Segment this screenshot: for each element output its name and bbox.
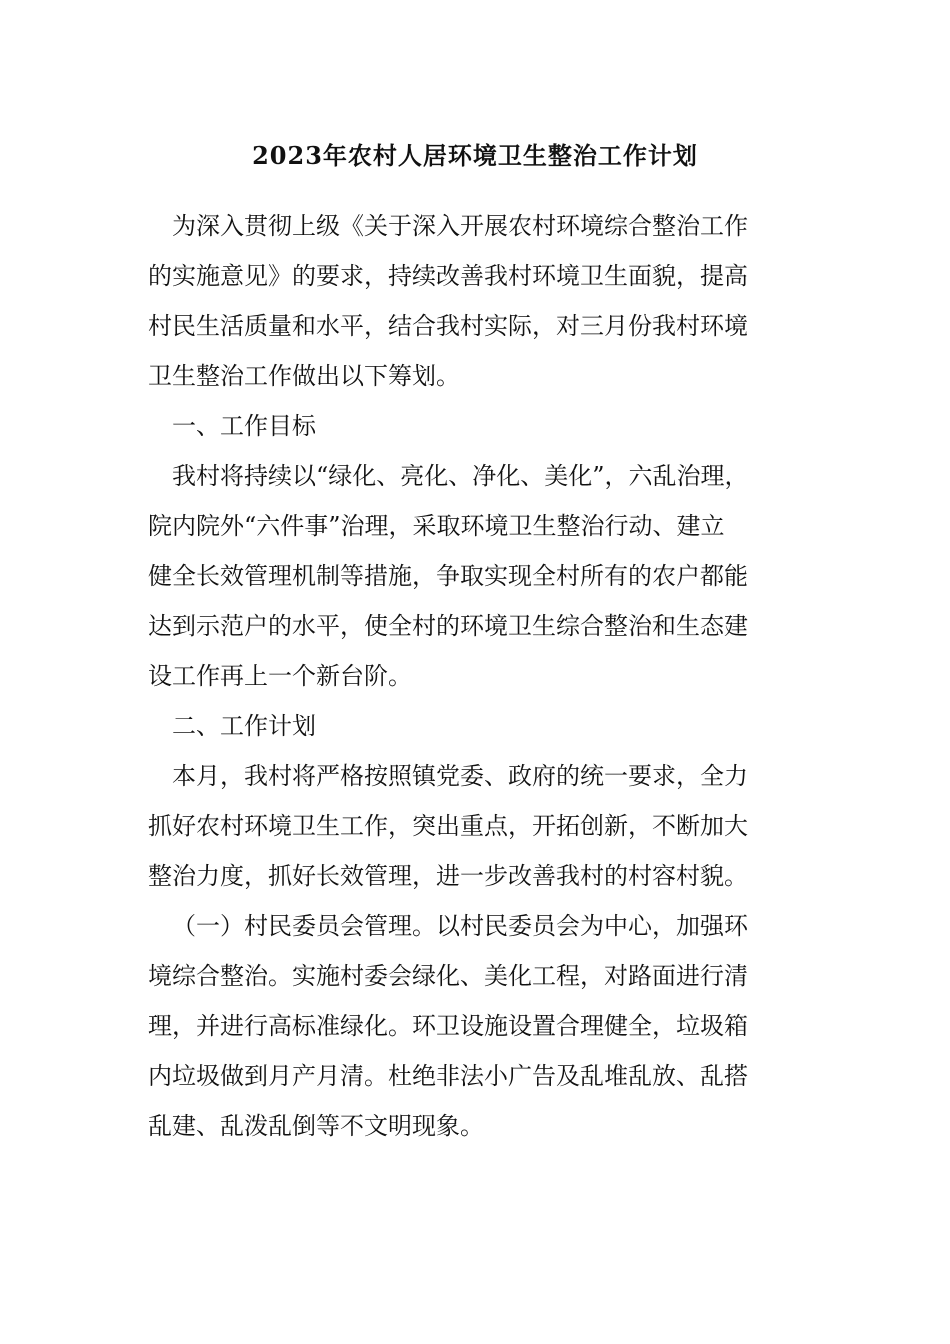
paragraph-line: 抓好农村环境卫生工作，突出重点，开拓创新，不断加大	[148, 812, 748, 840]
paragraph-line: 为深入贯彻上级《关于深入开展农村环境综合整治工作	[148, 212, 748, 240]
paragraph-line: 的实施意见》的要求，持续改善我村环境卫生面貌，提高	[148, 262, 748, 290]
paragraph-line: 健全长效管理机制等措施，争取实现全村所有的农户都能	[148, 562, 748, 590]
document-title: 2023年农村人居环境卫生整治工作计划	[252, 141, 698, 170]
paragraph-line: 村民生活质量和水平，结合我村实际，对三月份我村环境	[148, 312, 748, 340]
paragraph-line: 理，并进行高标准绿化。环卫设施设置合理健全，垃圾箱	[148, 1012, 748, 1040]
paragraph-line: （一）村民委员会管理。以村民委员会为中心，加强环	[172, 912, 748, 940]
paragraph-line: 整治力度，抓好长效管理，进一步改善我村的村容村貌。	[148, 862, 748, 890]
paragraph-line: 设工作再上一个新台阶。	[148, 662, 412, 690]
section-heading: 二、工作计划	[148, 712, 316, 740]
paragraph-line: 境综合整治。实施村委会绿化、美化工程，对路面进行清	[148, 962, 748, 990]
section-heading: 一、工作目标	[148, 412, 316, 440]
paragraph-line: 本月，我村将严格按照镇党委、政府的统一要求，全力	[148, 762, 748, 790]
paragraph-line: 院内院外“六件事”治理，采取环境卫生整治行动、建立	[148, 512, 725, 540]
paragraph-line: 达到示范户的水平，使全村的环境卫生综合整治和生态建	[148, 612, 748, 640]
paragraph-line: 卫生整治工作做出以下筹划。	[148, 362, 460, 390]
paragraph-line: 乱建、乱泼乱倒等不文明现象。	[148, 1112, 484, 1140]
paragraph-line: 内垃圾做到月产月清。杜绝非法小广告及乱堆乱放、乱搭	[148, 1062, 748, 1090]
paragraph-line: 我村将持续以“绿化、亮化、净化、美化”，六乱治理，	[148, 462, 749, 490]
